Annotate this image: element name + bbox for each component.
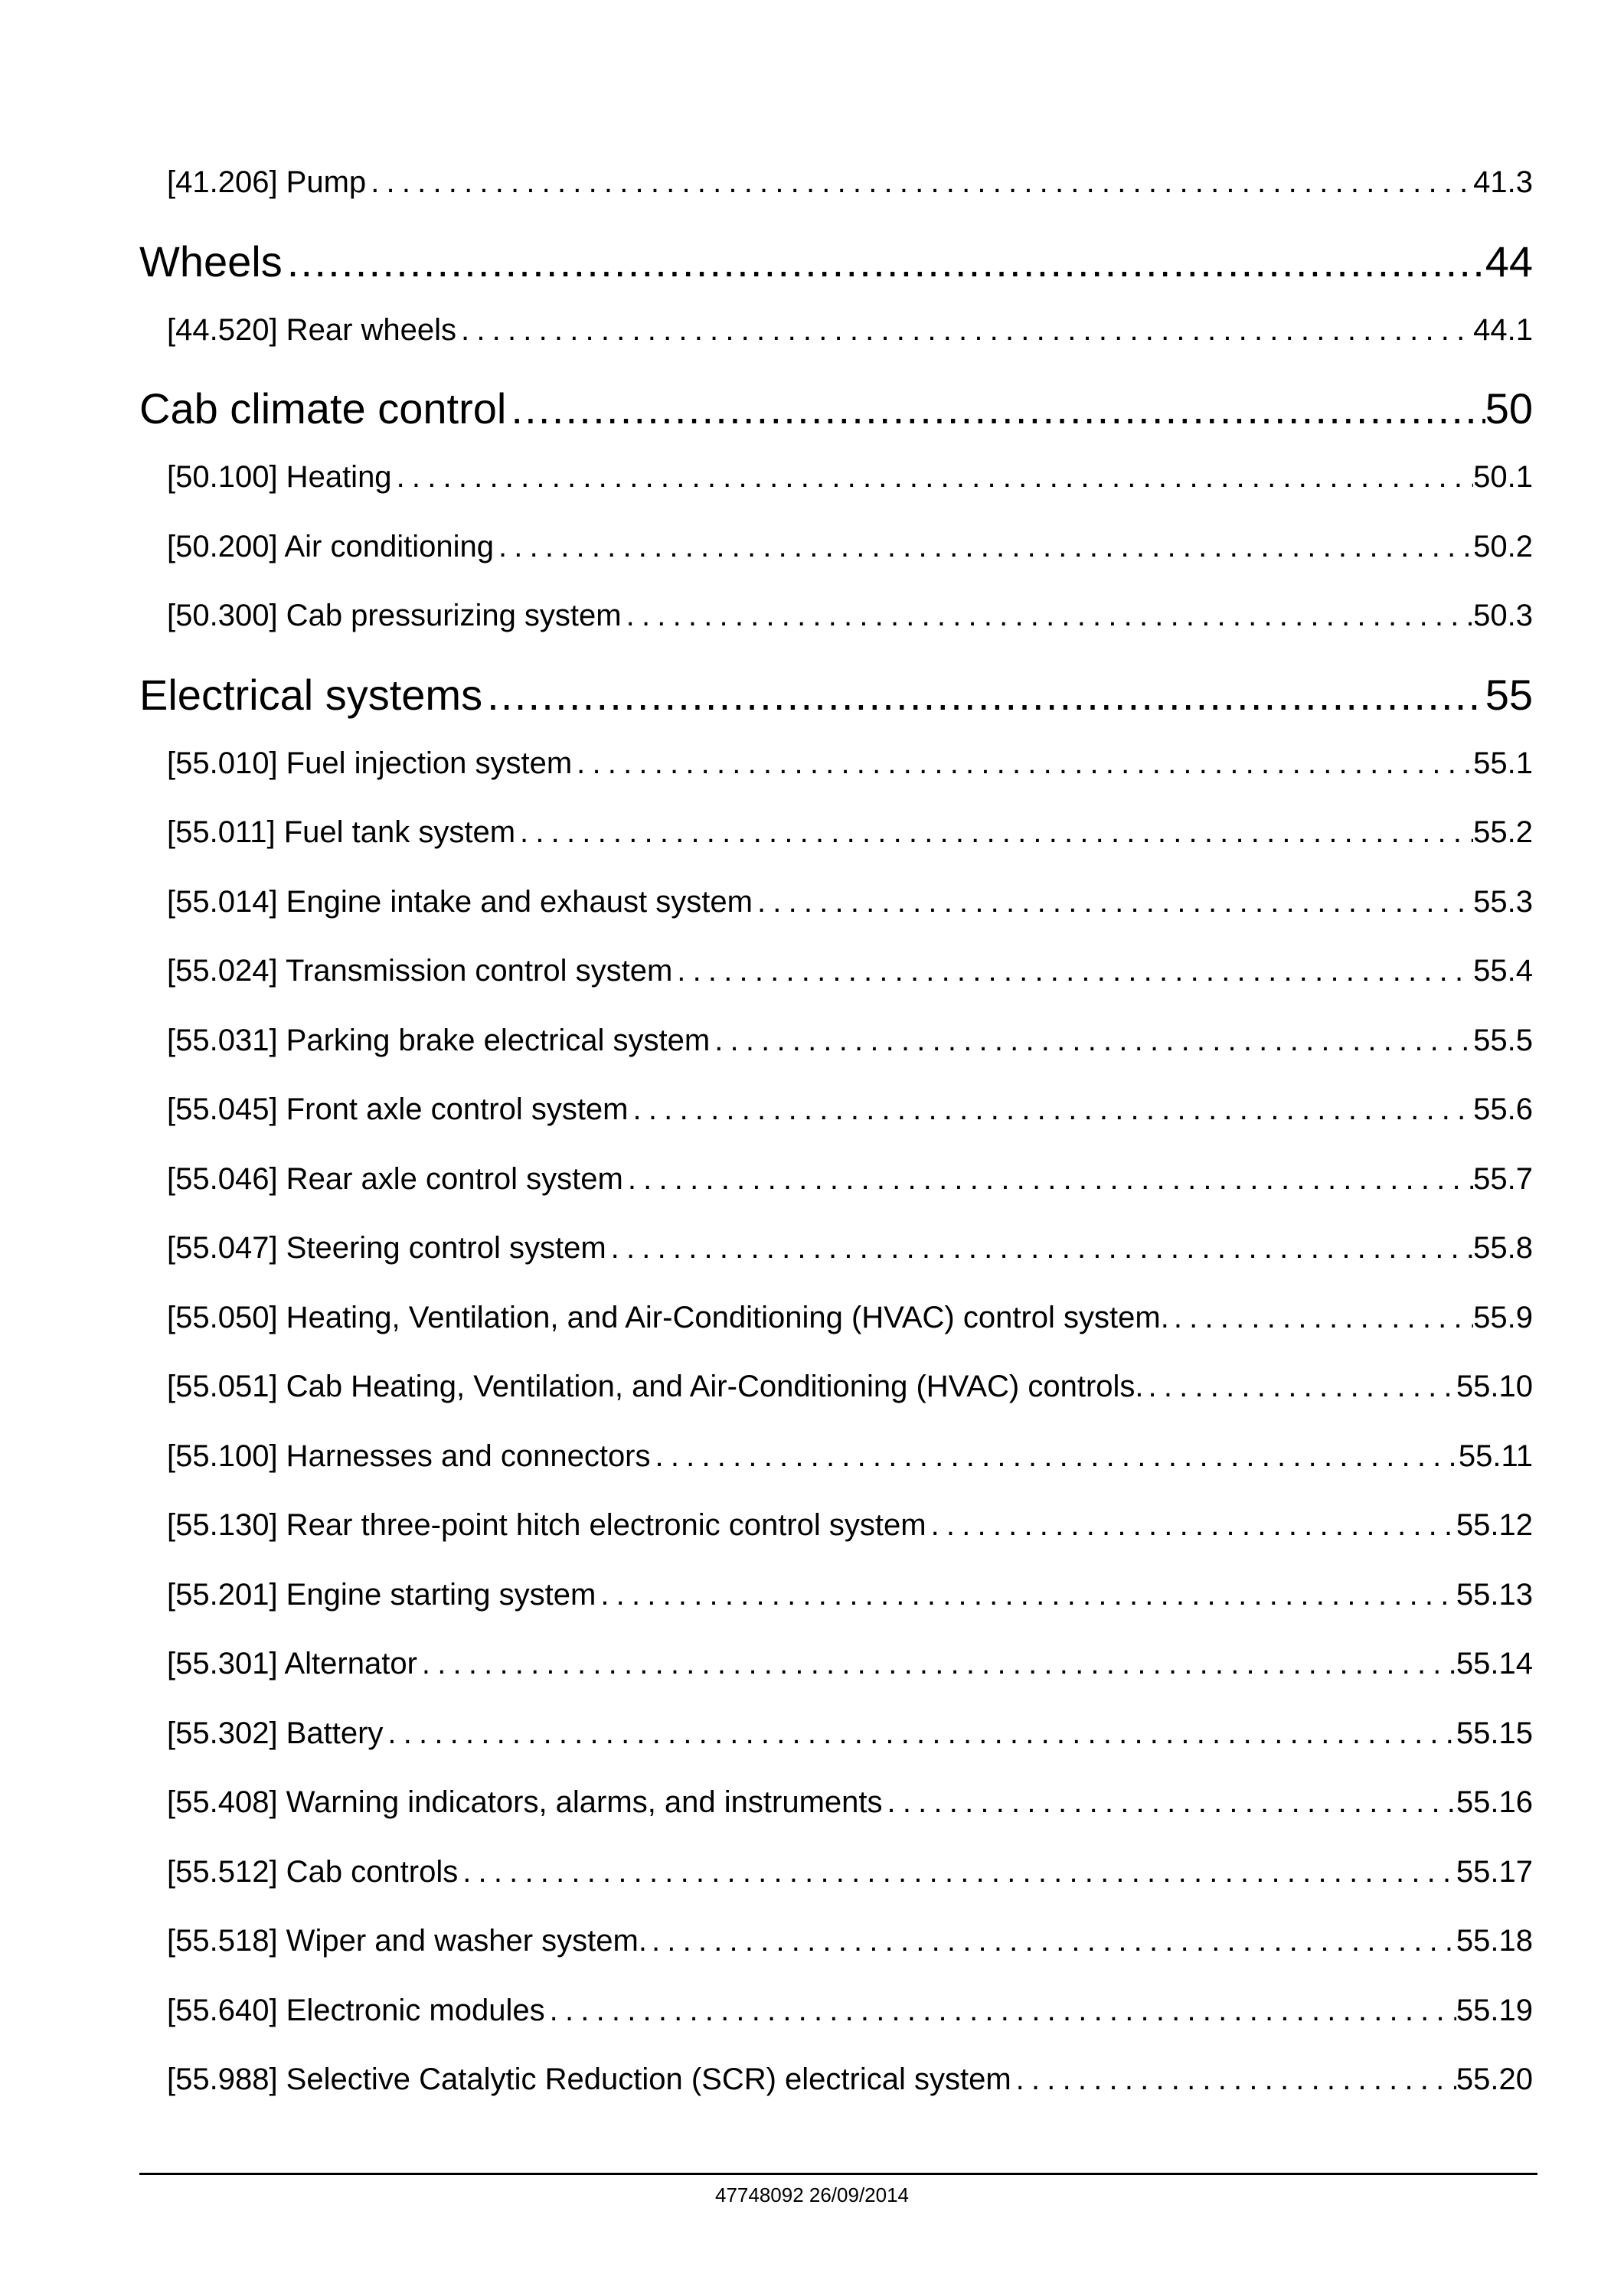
toc-entry[interactable] [139,161,1533,230]
toc-section[interactable] [139,667,1533,742]
toc-entry-page: 55.11 [1458,1439,1533,1473]
dot-leader [651,1435,1459,1478]
toc-entry-page: 55.7 [1473,1161,1533,1196]
dot-leader [1144,1365,1456,1408]
toc-section-page: 44 [1485,237,1533,286]
dot-leader [1169,1296,1473,1339]
toc-entry-label: [55.512] Cab controls [167,1854,459,1889]
toc-entry-page: 55.4 [1473,954,1533,988]
toc-entry-label: [55.100] Harnesses and connectors [167,1439,651,1473]
toc-entry-label: [55.014] Engine intake and exhaust system [167,884,753,919]
toc-entry[interactable] [139,525,1533,595]
toc-entry-page: 55.16 [1456,1785,1533,1819]
toc-entry-label: [41.206] Pump [167,165,367,199]
toc-entry[interactable] [139,742,1533,812]
toc-entry-label: [44.520] Rear wheels [167,312,457,347]
dot-leader [506,380,1485,437]
toc-entry-label: [55.011] Fuel tank system [167,815,516,849]
toc-entry-label: [55.046] Rear axle control system [167,1161,623,1196]
dot-leader [383,1712,1456,1755]
toc-entry[interactable] [139,309,1533,378]
toc-entry-page: 50.1 [1473,460,1533,494]
dot-leader [283,234,1485,290]
dot-leader [545,1989,1456,2032]
toc-entry-label: [55.050] Heating, Ventilation, and Air-Conditioning (HVAC) control system. [167,1300,1169,1334]
toc-section-page: 50 [1485,384,1533,433]
toc-entry-label: [55.408] Warning indicators, alarms, and instruments [167,1785,883,1819]
dot-leader [572,742,1473,785]
toc-entry-label: [55.302] Battery [167,1716,384,1750]
toc-entry-page: 41.3 [1473,165,1533,199]
toc-entry[interactable] [139,1019,1533,1089]
toc-entry-page: 55.20 [1456,2062,1533,2096]
footer-document-id: 47748092 26/09/2014 [714,2183,910,2206]
toc-section[interactable] [139,234,1533,309]
toc-entry-label: [55.518] Wiper and washer system. [167,1924,647,1958]
dot-leader [515,811,1473,854]
toc-entry-label: [50.200] Air conditioning [167,529,494,563]
toc-entry-page: 44.1 [1473,312,1533,347]
toc-entry[interactable] [139,1573,1533,1643]
dot-leader [672,949,1473,992]
dot-leader [629,1088,1474,1131]
toc-entry-label: [55.047] Steering control system [167,1231,606,1265]
toc-entry-page: 55.18 [1456,1924,1533,1958]
toc-entry-page: 55.14 [1456,1647,1533,1680]
toc-entry[interactable] [139,1296,1533,1366]
toc-entry-label: [50.300] Cab pressurizing system [167,599,622,632]
dot-leader [417,1642,1456,1685]
toc-entry-page: 55.6 [1473,1092,1533,1126]
toc-entry[interactable] [139,1226,1533,1296]
toc-entry-page: 55.15 [1456,1716,1533,1750]
toc-entry-page: 55.9 [1473,1300,1533,1334]
dot-leader [606,1226,1474,1269]
toc-section-label: Cab climate control [139,384,507,433]
dot-leader [883,1781,1456,1824]
toc-entry-page: 55.8 [1473,1231,1533,1265]
toc-entry[interactable] [139,1642,1533,1712]
toc-entry-page: 55.13 [1456,1577,1533,1612]
toc-section-label: Wheels [139,237,283,286]
toc-entry[interactable] [139,811,1533,880]
toc-entry-label: [55.010] Fuel injection system [167,746,573,780]
toc-entry[interactable] [139,1435,1533,1504]
toc-entry[interactable] [139,1850,1533,1920]
toc-entry-label: [55.130] Rear three-point hitch electronic control system [167,1508,926,1542]
toc-entry[interactable] [139,1158,1533,1227]
toc-section-label: Electrical systems [139,670,483,719]
dot-leader [622,594,1474,637]
dot-leader [753,880,1473,923]
dot-leader [1011,2058,1456,2101]
toc-entry[interactable] [139,2058,1533,2128]
dot-leader [926,1504,1456,1546]
toc-entry-label: [55.301] Alternator [167,1647,417,1680]
dot-leader [623,1158,1473,1200]
toc-entry-page: 55.17 [1456,1854,1533,1889]
toc-section[interactable] [139,380,1533,456]
toc-entry-label: [55.024] Transmission control system [167,954,673,988]
toc-entry[interactable] [139,1919,1533,1989]
toc-entry[interactable] [139,949,1533,1019]
toc-entry[interactable] [139,594,1533,664]
toc-entry-page: 55.5 [1473,1023,1533,1057]
toc-entry-page: 50.2 [1473,529,1533,563]
toc-entry-label: [55.201] Engine starting system [167,1577,596,1612]
toc-entry[interactable] [139,1504,1533,1573]
toc-entry-page: 55.12 [1456,1508,1533,1542]
toc-entry[interactable] [139,1781,1533,1850]
toc-entry-label: [55.031] Parking brake electrical system [167,1023,711,1057]
dot-leader [494,525,1473,568]
dot-leader [596,1573,1456,1616]
toc-entry-label: [55.051] Cab Heating, Ventilation, and Air-Conditioning (HVAC) controls. [167,1370,1144,1403]
toc-entry-page: 50.3 [1473,599,1533,632]
dot-leader [392,456,1474,498]
dot-leader [456,309,1473,351]
toc-entry-label: [55.045] Front axle control system [167,1092,629,1126]
dot-leader [710,1019,1473,1062]
toc-entry-label: [50.100] Heating [167,460,392,494]
toc-entry[interactable] [139,880,1533,950]
toc-entry[interactable] [139,1365,1533,1435]
toc-entry-page: 55.2 [1473,815,1533,849]
toc-entry-page: 55.19 [1456,1993,1533,2027]
toc-entry-page: 55.10 [1456,1370,1533,1403]
toc-entry-label: [55.988] Selective Catalytic Reduction (SCR) electrical system [167,2062,1011,2096]
dot-leader [482,667,1485,723]
toc-entry[interactable] [139,1712,1533,1782]
toc-entry[interactable] [139,456,1533,525]
toc-entry-page: 55.1 [1473,746,1533,780]
footer-divider [139,2173,1537,2175]
toc-entry[interactable] [139,1989,1533,2059]
toc-entry-page: 55.3 [1473,884,1533,919]
dot-leader [366,161,1473,204]
dot-leader [647,1919,1456,1962]
table-of-contents [139,161,1533,2128]
dot-leader [458,1850,1456,1893]
toc-entry-label: [55.640] Electronic modules [167,1993,545,2027]
toc-section-page: 55 [1485,670,1533,719]
toc-entry[interactable] [139,1088,1533,1158]
